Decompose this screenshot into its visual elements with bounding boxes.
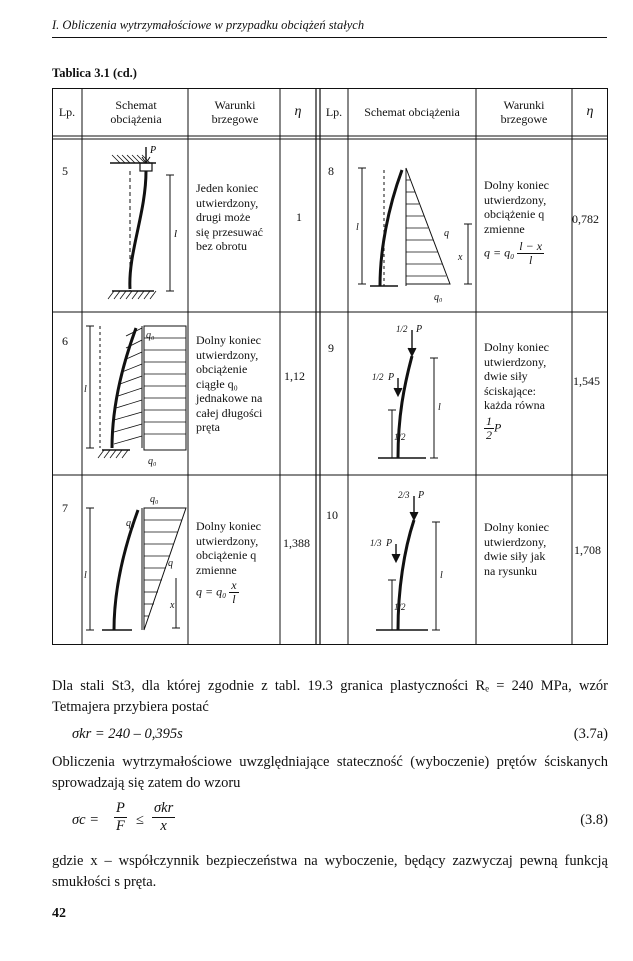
row-9-number: 9 (328, 341, 334, 355)
row-5-number: 5 (62, 164, 68, 178)
svg-text:q: q (444, 228, 449, 239)
row-8-conditions: Dolny koniec utwierdzony, obciążenie q zmienne q = q₀ $\frac{l - x}{l}$ (484, 178, 574, 267)
row-7-conditions: Dolny koniec utwierdzony, obciążenie q zmienne q = q₀ $\frac{x}{l}$ (196, 519, 284, 606)
row-7-number: 7 (62, 501, 68, 515)
row-8-number: 8 (328, 164, 334, 178)
svg-text:1/2: 1/2 (394, 602, 406, 612)
svg-text:P: P (388, 372, 395, 383)
diagram-6-column-uniform-load (86, 316, 186, 472)
row-6-conditions: Dolny koniec utwierdzony, obciążenie ciągłe q₀ jednakowe na całej długości pręta (196, 333, 263, 434)
svg-text:l: l (84, 570, 87, 581)
svg-text:q₀: q₀ (146, 330, 155, 341)
diagram-7-column-linear-load (86, 488, 186, 638)
row-7-eta: 1,388 (283, 536, 310, 550)
svg-text:l: l (356, 222, 359, 233)
row-9-conditions: Dolny koniec utwierdzony, dwie siły ściskające: każda równa $\frac{1}{2}$ P (484, 340, 574, 442)
row-10-number: 10 (326, 508, 338, 522)
header-schemat-left: Schemat obciążenia (110, 98, 162, 126)
header-eta-right: η (586, 104, 594, 119)
header-schemat-right: Schemat obciążenia (364, 105, 460, 119)
running-header: I. Obliczenia wytrzymałościowe w przypadku obciążeń stałych (52, 18, 365, 32)
svg-text:1/2: 1/2 (396, 324, 408, 334)
table-title: Tablica 3.1 (cd.) (52, 66, 137, 80)
svg-text:l: l (440, 570, 443, 581)
svg-text:P: P (418, 490, 425, 501)
svg-text:x: x (458, 252, 463, 263)
diagram-5-P-label: P (150, 145, 157, 156)
row-9-formula: $\frac{1}{2}$ P (486, 413, 502, 442)
paragraph-3: gdzie x – współczynnik bezpieczeństwa na wyboczenie, będący zazwyczaj pewną funkcją smukłości s pręta. (52, 853, 608, 890)
equation-3-7a: σkr = 240 – 0,395s (3.7a) (72, 726, 608, 742)
diagram-5-l-label: l (174, 228, 178, 240)
table-3-1 (52, 88, 608, 645)
row-7-formula: q = q₀ $\frac{x}{l}$ (196, 578, 237, 606)
svg-text:l: l (438, 402, 441, 413)
row-10-eta: 1,708 (574, 543, 601, 557)
svg-text:q₀: q₀ (150, 494, 159, 505)
svg-text:q: q (168, 558, 173, 569)
header-rule (52, 37, 607, 38)
row-5-eta: 1 (296, 210, 302, 224)
diagram-9-column-two-forces (352, 316, 476, 472)
header-eta-left: η (294, 104, 302, 119)
svg-text:P: P (386, 538, 393, 549)
row-6-number: 6 (62, 334, 68, 348)
svg-text:q₀: q₀ (148, 456, 157, 467)
header-lp-right: Lp. (325, 105, 343, 119)
row-10-conditions: Dolny koniec utwierdzony, dwie siły jak na rysunku (484, 520, 549, 578)
svg-text:q₀: q₀ (126, 518, 135, 529)
equation-3-8: σc = $\frac{P}{F}$ ≤ σkr x (3.8) (72, 800, 608, 834)
svg-text:x: x (170, 600, 175, 611)
diagram-10-column-unequal-forces (352, 480, 476, 642)
row-5-conditions: Jeden koniec utwierdzony, drugi może się przesuwać bez obrotu (196, 181, 263, 253)
row-9-eta: 1,545 (573, 374, 600, 388)
svg-text:P: P (416, 324, 423, 335)
svg-text:2/3: 2/3 (398, 490, 410, 500)
row-6-eta: 1,12 (284, 369, 305, 383)
row-8-eta: 0,782 (572, 212, 599, 226)
svg-text:q₀: q₀ (434, 292, 443, 303)
page-number: 42 (52, 906, 66, 921)
svg-text:1/3: 1/3 (370, 538, 382, 548)
header-warunki-left: Warunki brzegowe (211, 98, 259, 126)
paragraph-2: Obliczenia wytrzymałościowe uwzględniające stateczność (wyboczenie) prętów ściskanych sprowadzają się zatem do wzoru (52, 754, 608, 791)
paragraph-1: Dla stali St3, dla której zgodnie z tabl. 19.3 granica plastyczności Rₑ = 240 MPa, wzór Tetmajera przybiera postać (52, 678, 608, 715)
row-8-formula: q = q₀ $\frac{l - x}{l}$ (484, 239, 543, 267)
svg-text:1/2: 1/2 (372, 372, 384, 382)
svg-text:1/2: 1/2 (394, 432, 406, 442)
diagram-5-column-free-translation (94, 143, 188, 308)
diagram-8-column-decreasing-load (358, 160, 474, 308)
header-lp-left: Lp. (58, 105, 76, 119)
svg-text:l: l (84, 384, 87, 395)
header-warunki-right: Warunki brzegowe (500, 98, 548, 126)
